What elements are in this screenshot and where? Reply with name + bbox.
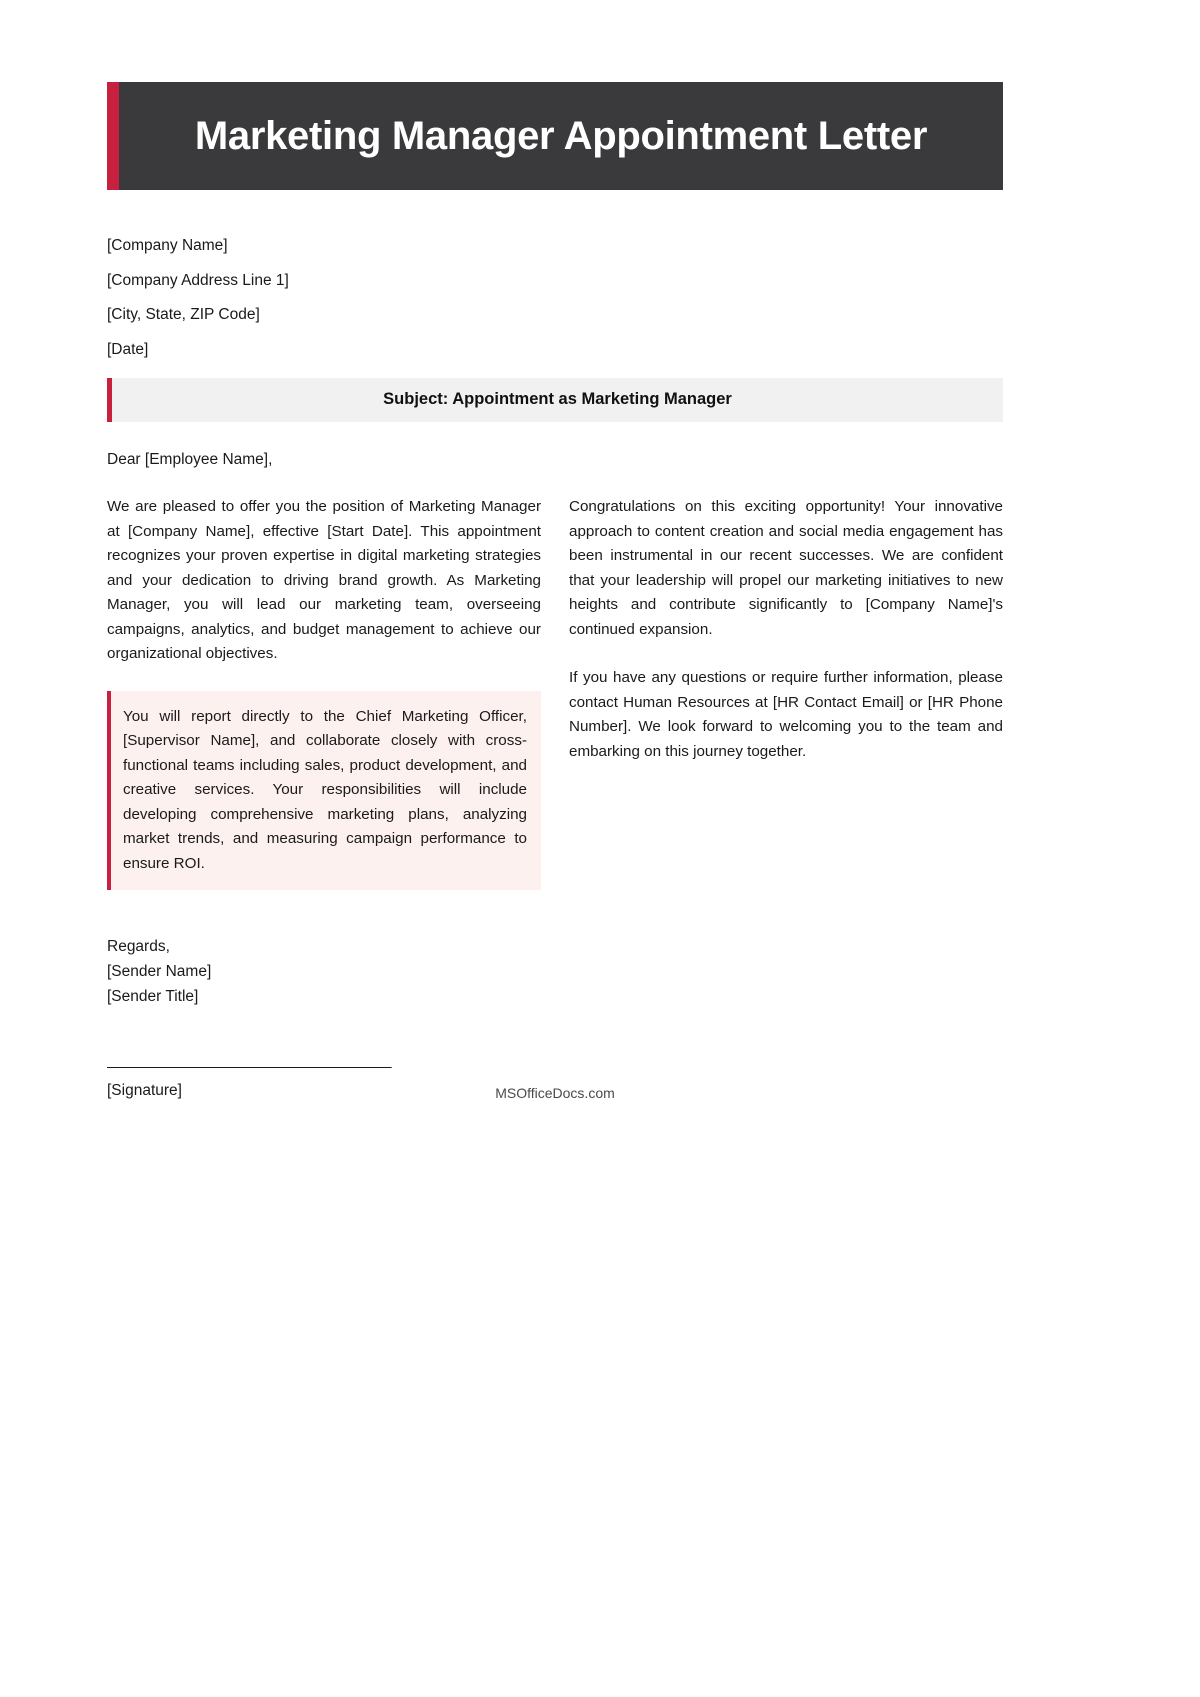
- left-paragraph-1: We are pleased to offer you the position of Marketing Manager at [Company Name], effective [Start Date]. This appointment recognizes your proven expertise in digital marketing strategies and your dedication to driving brand growth. As Marketing Manager, you will lead our marketing team, overseeing campaigns, analytics, and budget management to achieve our organizational objectives.: [107, 498, 541, 662]
- subject-text: Subject: Appointment as Marketing Manager: [383, 390, 732, 408]
- closing-block: [107, 934, 1003, 1009]
- body-column-left: [107, 495, 541, 890]
- closing-sender-name: [Sender Name]: [107, 963, 212, 980]
- signature-rule: _________________________________: [107, 1052, 392, 1069]
- footer-watermark: MSOfficeDocs.com: [495, 1085, 615, 1101]
- body-columns: [107, 495, 1003, 890]
- callout-box: [107, 691, 541, 891]
- page-title: Marketing Manager Appointment Letter: [194, 114, 928, 158]
- closing-regards: Regards,: [107, 938, 170, 955]
- address-block: [107, 238, 1003, 357]
- signature-label: [Signature]: [107, 1082, 182, 1099]
- right-paragraph-2: If you have any questions or require further information, please contact Human Resources at [HR Contact Email] or [HR Phone Number]. We look forward to welcoming you to the team and embarking on this journey together.: [569, 669, 1003, 760]
- salutation: Dear [Employee Name],: [107, 451, 273, 468]
- right-paragraph-1: Congratulations on this exciting opportunity! Your innovative approach to content creation and social media engagement has been instrumental in our recent successes. We are confident that your leadership will propel our marketing initiatives to new heights and contribute significantly to [Company Name]'s continued expansion.: [569, 498, 1003, 638]
- header-banner: [107, 82, 1003, 190]
- header-accent-bar: [107, 82, 119, 190]
- address-line-street: [Company Address Line 1]: [107, 271, 289, 289]
- header-title-container: [119, 82, 1003, 190]
- document-content: [107, 82, 1003, 1100]
- address-line-company-name: [Company Name]: [107, 237, 228, 254]
- address-line-date: [Date]: [107, 340, 149, 358]
- address-line-city-state-zip: [City, State, ZIP Code]: [107, 306, 260, 323]
- body-column-right: [569, 495, 1003, 764]
- closing-sender-title: [Sender Title]: [107, 988, 199, 1005]
- callout-paragraph: You will report directly to the Chief Marketing Officer, [Supervisor Name], and collaborate closely with cross-functional teams including sales, product development, and creative services. Your responsibilities will include developing comprehensive marketing plans, analyzing market trends, and measuring campaign performance to ensure ROI.: [123, 707, 527, 872]
- subject-bar: [107, 378, 1003, 422]
